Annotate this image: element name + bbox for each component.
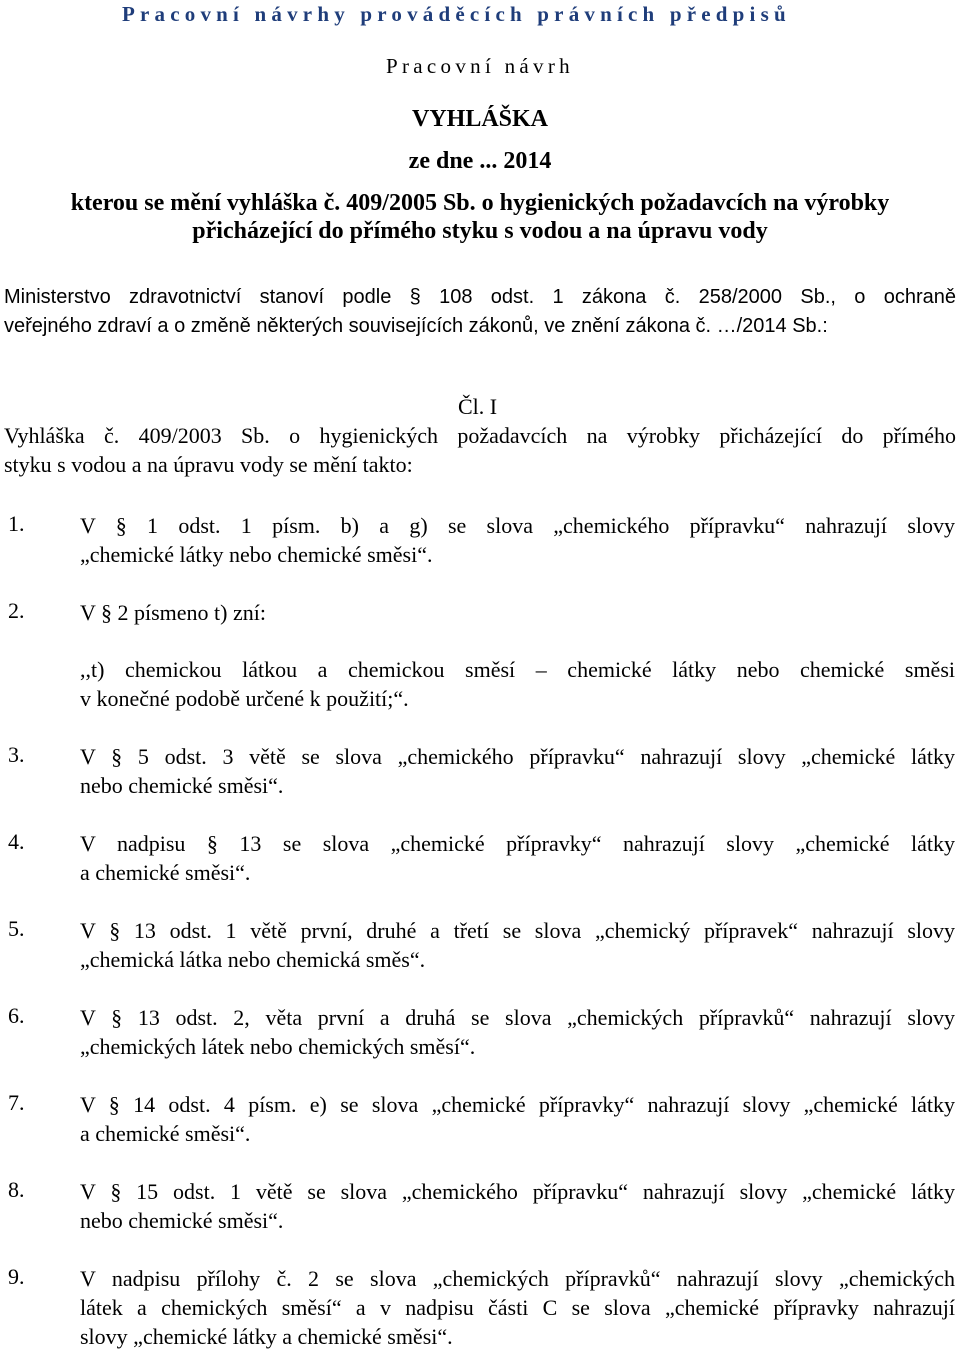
draft-subtitle: Pracovní návrh	[386, 54, 574, 78]
decree-heading: VYHLÁŠKA	[411, 106, 549, 132]
article-heading: Čl. I	[458, 394, 498, 419]
decree-date: ze dne ... 2014	[408, 148, 552, 174]
list-item-text: V nadpisu § 13 se slova „chemické přípravky“ nahrazují slovy „chemické látky a chemické směsi“.	[80, 831, 955, 885]
preamble-line-2: veřejného zdraví a o změně některých souvisejících zákonů, ve znění zákona č. …/2014 Sb.:	[4, 315, 828, 337]
preamble-line-1: Ministerstvo zdravotnictví stanoví podle § 108 odst. 1 zákona č. 258/2000 Sb., o ochraně	[4, 286, 956, 308]
list-item-text: V § 13 odst. 1 větě první, druhé a třetí se slova „chemický přípravek“ nahrazují slovy „chemická látka nebo chemická směs“.	[80, 918, 955, 972]
list-item-number: 5.	[8, 916, 25, 941]
list-item-number: 6.	[8, 1003, 25, 1028]
list-item-text: V § 5 odst. 3 větě se slova „chemického přípravku“ nahrazují slovy „chemické látky nebo chemické směsi“.	[80, 744, 955, 798]
quoted-definition-text: ,,t) chemickou látkou a chemickou směsí – chemické látky nebo chemické směsi v konečné podobě určené k použití;“.	[80, 657, 955, 711]
document-series-title: Pracovní návrhy prováděcích právních předpisů	[122, 2, 791, 26]
list-item-number: 2.	[8, 598, 25, 623]
list-item-number: 9.	[8, 1264, 25, 1289]
article-intro-line-1: Vyhláška č. 409/2003 Sb. o hygienických požadavcích na výrobky přicházející do přímého	[4, 423, 956, 448]
decree-subject-line-2: přicházející do přímého styku s vodou a na úpravu vody	[192, 218, 768, 244]
list-item-number: 4.	[8, 829, 25, 854]
decree-subject-line-1: kterou se mění vyhláška č. 409/2005 Sb. o hygienických požadavcích na výrobky	[70, 190, 890, 216]
article-intro-line-2: styku s vodou a na úpravu vody se mění takto:	[4, 452, 413, 477]
list-item-text: V § 15 odst. 1 větě se slova „chemického přípravku“ nahrazují slovy „chemické látky nebo chemické směsi“.	[80, 1179, 955, 1233]
list-item-number: 1.	[8, 511, 25, 536]
list-item-text: V § 2 písmeno t) zní:	[80, 600, 266, 625]
list-item-text: V § 1 odst. 1 písm. b) a g) se slova „chemického přípravku“ nahrazují slovy „chemické látky nebo chemické směsi“.	[80, 513, 955, 567]
list-item-number: 7.	[8, 1090, 25, 1115]
list-item-text: V § 14 odst. 4 písm. e) se slova „chemické přípravky“ nahrazují slovy „chemické látky a chemické směsi“.	[80, 1092, 955, 1146]
list-item-text: V nadpisu přílohy č. 2 se slova „chemických přípravků“ nahrazují slovy „chemických látek a chemických směsí“ a v nadpisu části C se slova „chemické přípravky nahrazují slovy „chemické látky a chemické směsi“.	[80, 1266, 955, 1349]
list-item-text: V § 13 odst. 2, věta první a druhá se slova „chemických přípravků“ nahrazují slovy „chemických látek nebo chemických směsí“.	[80, 1005, 955, 1059]
list-item-number: 3.	[8, 742, 25, 767]
list-item-number: 8.	[8, 1177, 25, 1202]
